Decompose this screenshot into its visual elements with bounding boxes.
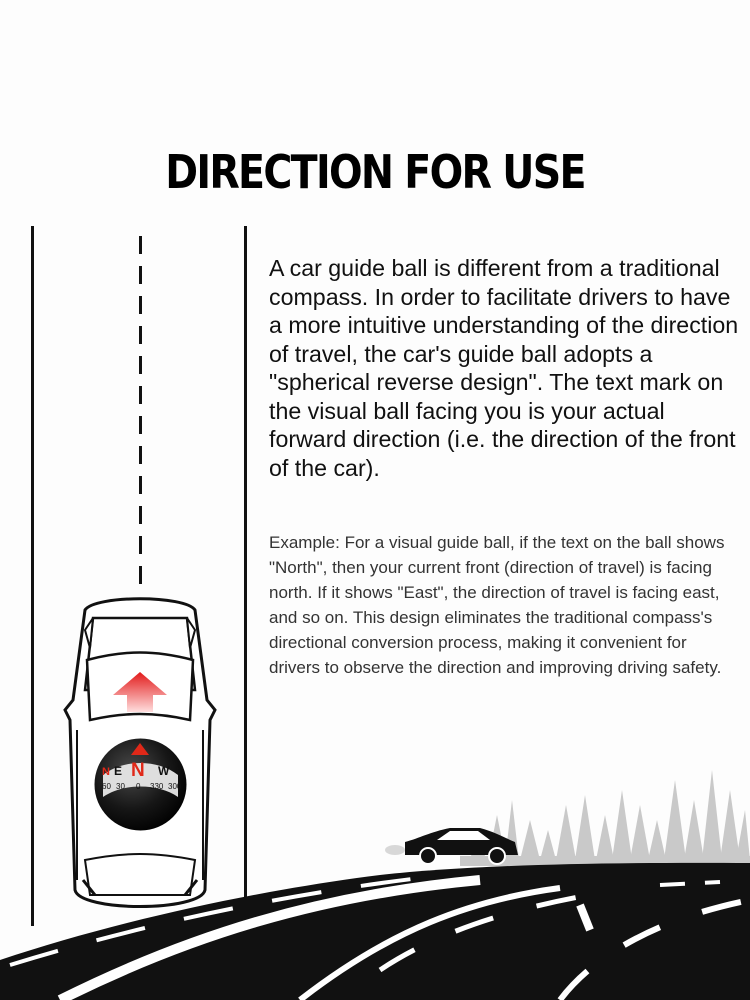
compass-degrees [100,782,182,794]
lane-center-dashes [139,236,143,586]
compass-degree: 60 [102,782,111,791]
compass-degree: 300 [168,782,182,791]
lane-dash [139,416,142,434]
compass-degree: 30 [116,782,125,791]
compass-degree: 330 [150,782,164,791]
compass-letter: N [102,766,110,778]
page-title: DIRECTION FOR USE [165,145,585,199]
compass-letter: E [114,764,123,778]
compass-letter-north: N [131,760,145,781]
lane-dash [139,326,142,344]
lane-dash [139,356,142,374]
lane-dash [139,506,142,524]
lane-dash [139,446,142,464]
compass-degree: 0 [136,782,141,791]
lane-dash [139,476,142,494]
intro-paragraph: A car guide ball is different from a traditional compass. In order to facilitate drivers to have a more intuitive understanding of the direction of travel, the car's guide ball adopts a "spherical reverse design". The text mark on the visual ball facing you is your actual forward direction (i.e. the direction of the front of the car). [269,255,739,481]
compass-letter: W [158,764,170,778]
lane-dash [139,386,142,404]
lane-dash [139,266,142,284]
example-paragraph: Example: For a visual guide ball, if the text on the ball shows "North", then your current front (direction of travel) is facing north. If it shows "East", the direction of travel is facing east, and so on. This design eliminates the traditional compass's directional conversion process, making it convenient for drivers to observe the direction and improving driving safety. [269,533,725,677]
lane-dash [139,566,142,584]
lane-dash [139,296,142,314]
lane-dash [139,236,142,254]
compass-letters [100,762,182,782]
lane-dash [139,536,142,554]
